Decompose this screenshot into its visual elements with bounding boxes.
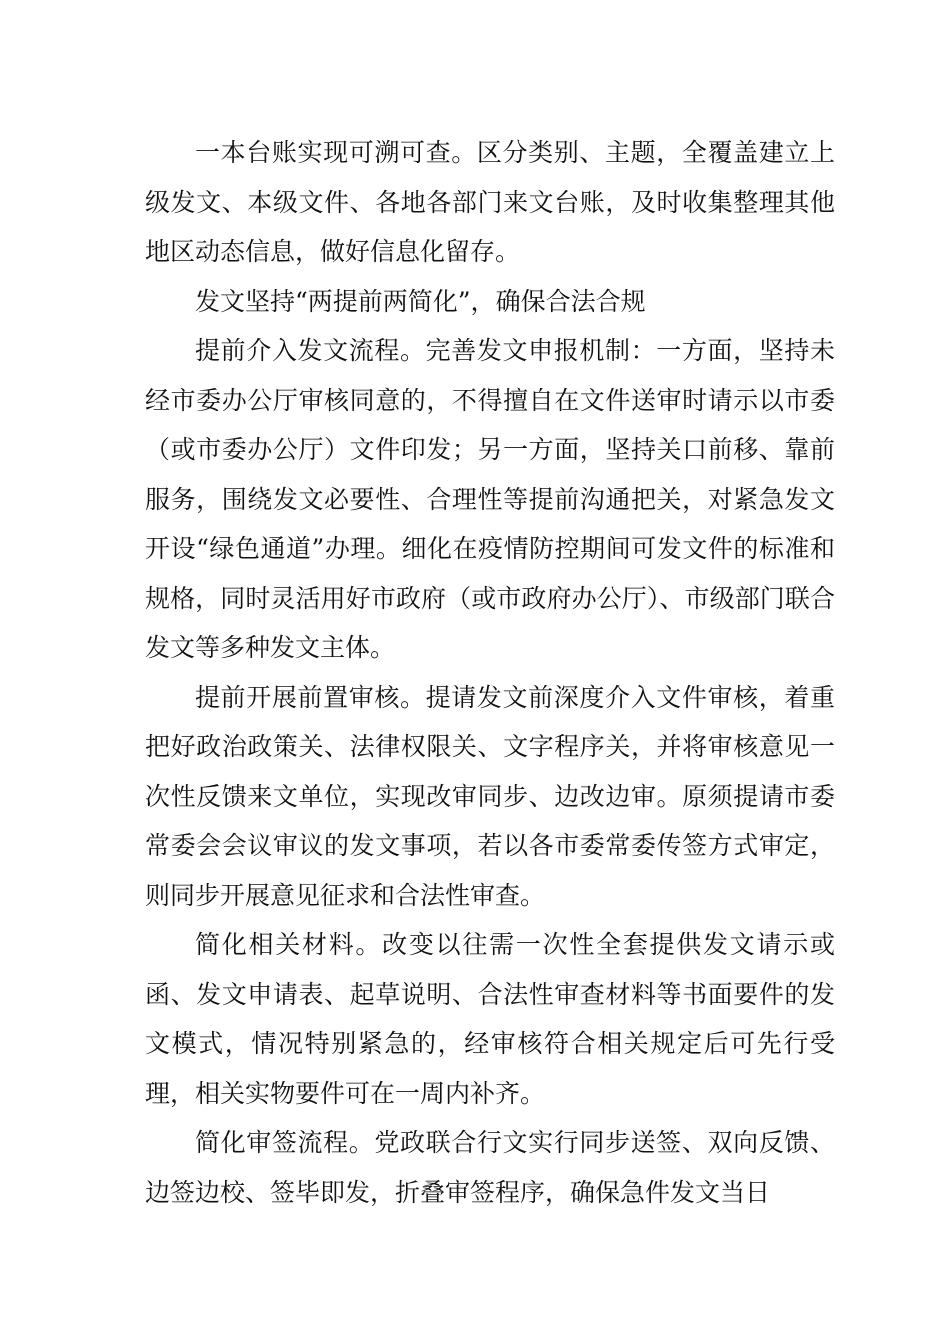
paragraph-simplify-signing: 简化审签流程。党政联合行文实行同步送签、双向反馈、边签边校、签毕即发，折叠审签程序，确保急件发文当日 [145, 1128, 835, 1207]
paragraph-pre-review: 提前开展前置审核。提请发文前深度介入文件审核，着重把好政治政策关、法律权限关、文字程序关，并将审核意见一次性反馈来文单位，实现改审同步、边改边审。原须提请市委常委会会议审议的发文事项，若以各市委常委传签方式审定，则同步开展意见征求和合法性审查。 [145, 682, 835, 910]
section-heading: 发文坚持“两提前两简化”，确保合法合规 [195, 286, 646, 316]
document-body [145, 128, 835, 1217]
paragraph-ledger: 一本台账实现可溯可查。区分类别、主题，全覆盖建立上级发文、本级文件、各地各部门来文台账，及时收集整理其他地区动态信息，做好信息化留存。 [145, 138, 835, 266]
paragraph-simplify-materials: 简化相关材料。改变以往需一次性全套提供发文请示或函、发文申请表、起草说明、合法性审查材料等书面要件的发文模式，情况特别紧急的，经审核符合相关规定后可先行受理，相关实物要件可在一周内补齐。 [145, 930, 835, 1108]
paragraph-early-intervention: 提前介入发文流程。完善发文申报机制：一方面，坚持未经市委办公厅审核同意的，不得擅自在文件送审时请示以市委（或市委办公厅）文件印发；另一方面，坚持关口前移、靠前服务，围绕发文必要性、合理性等提前沟通把关，对紧急发文开设“绿色通道”办理。细化在疫情防控期间可发文件的标准和规格，同时灵活用好市政府（或市政府办公厅）、市级部门联合发文等多种发文主体。 [145, 336, 835, 662]
